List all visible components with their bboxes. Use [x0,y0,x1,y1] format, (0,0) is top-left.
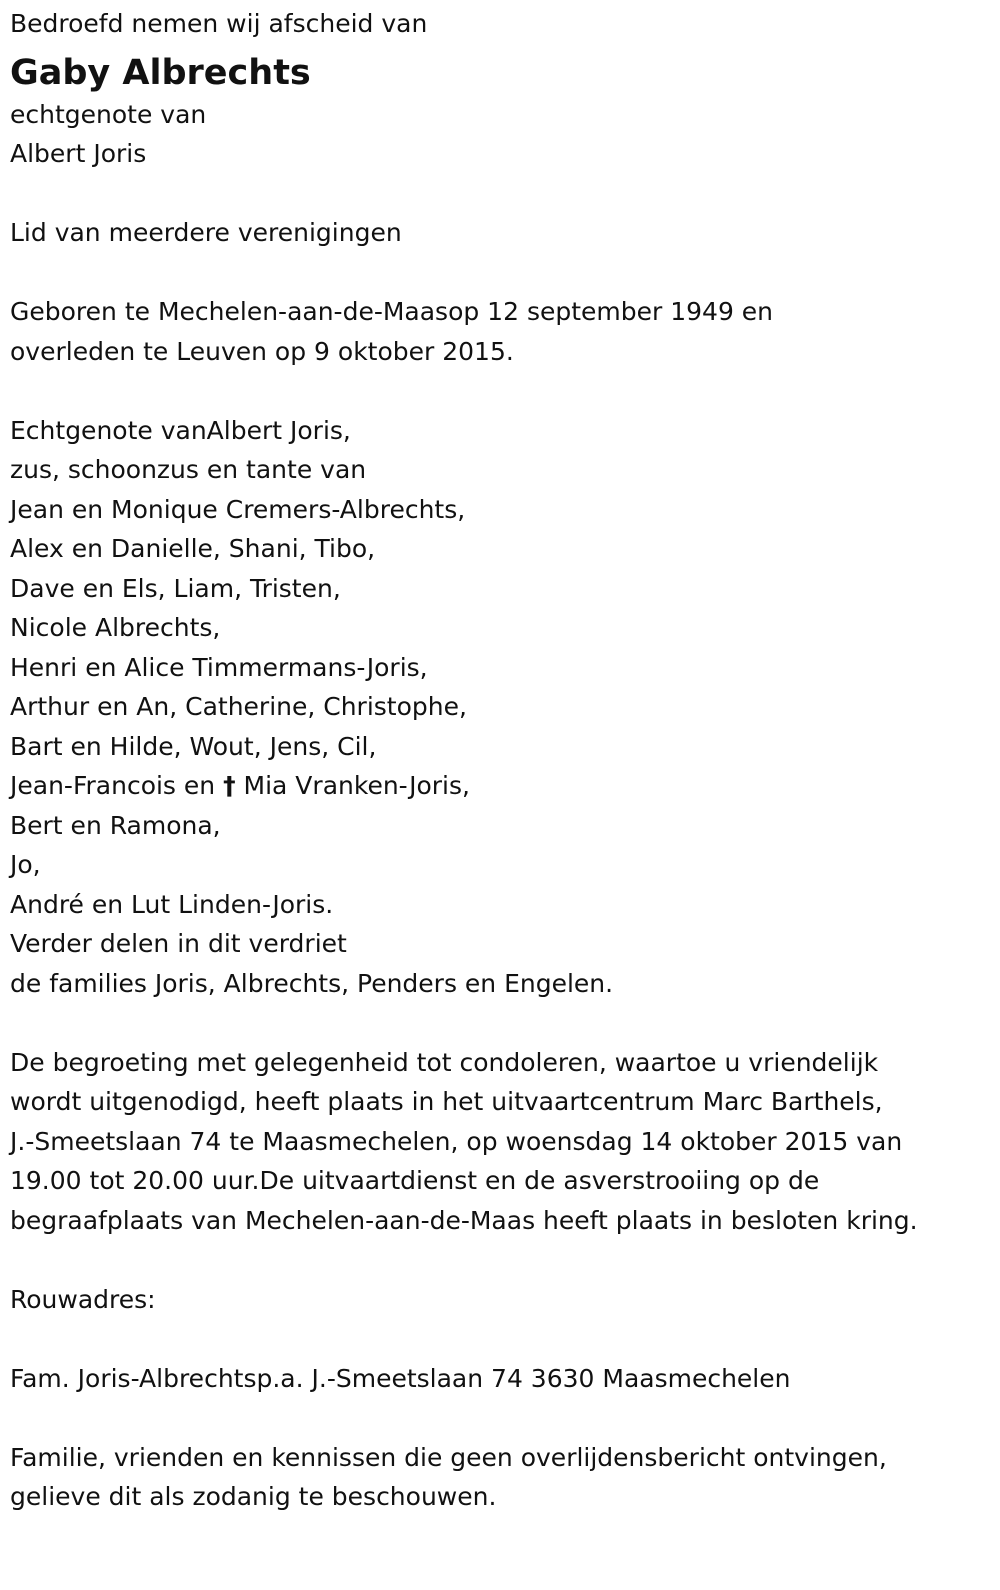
membership-text: Lid van meerdere verenigingen [10,218,402,247]
family-line-text: Mia Vranken-Joris, [235,771,470,800]
mourning-address: Fam. Joris-Albrechtsp.a. J.-Smeetslaan 74 3630 Maasmechelen [10,1363,791,1393]
family-line: Arthur en An, Catherine, Christophe, [10,692,467,721]
family-line-with-cross [10,766,980,806]
family-line: zus, schoonzus en tante van [10,455,367,484]
cross-icon: † [223,771,236,800]
closing-line: Familie, vrienden en kennissen die geen overlijdensbericht ontvingen, [10,1442,887,1472]
family-line: Henri en Alice Timmermans-Joris, [10,652,428,682]
ceremony-line: J.-Smeetslaan 74 te Maasmechelen, op woensdag 14 oktober 2015 van [10,1126,903,1156]
spacer [10,174,980,214]
family-line: Jean en Monique Cremers-Albrechts, [10,494,466,524]
family-line: Nicole Albrechts, [10,613,221,642]
birth-death-line: Geboren te Mechelen-aan-de-Maasop 12 september 1949 en [10,297,774,326]
family-line: de families Joris, Albrechts, Penders en Engelen. [10,968,614,998]
family-line: Bart en Hilde, Wout, Jens, Cil, [10,731,377,761]
ceremony-line: begraafplaats van Mechelen-aan-de-Maas heeft plaats in besloten kring. [10,1205,918,1235]
family-line: Bert en Ramona, [10,810,221,840]
ceremony-line: 19.00 tot 20.00 uur.De uitvaartdienst en de asverstrooiing op de [10,1166,820,1195]
spouse-line: echtgenote van [10,99,207,129]
family-line: Verder delen in dit verdriet [10,929,347,958]
spacer [10,1240,980,1280]
ceremony-line: De begroeting met gelegenheid tot condoleren, waartoe u vriendelijk [10,1047,879,1077]
spacer [10,253,980,293]
birth-death-line: overleden te Leuven op 9 oktober 2015. [10,336,514,366]
family-line: Jo, [10,850,41,879]
spouse-line: Albert Joris [10,139,147,168]
family-list [10,411,980,1004]
address-label: Rouwadres: [10,1284,156,1314]
deceased-name: Gaby Albrechts [10,52,311,93]
spacer [10,1398,980,1438]
family-line: Dave en Els, Liam, Tristen, [10,573,341,603]
family-line-text: Jean-Francois en [10,771,224,800]
intro-text: Bedroefd nemen wij afscheid van [10,9,428,38]
family-line: Echtgenote vanAlbert Joris, [10,415,351,445]
spacer [10,371,980,411]
family-line: André en Lut Linden-Joris. [10,889,334,919]
ceremony-line: wordt uitgenodigd, heeft plaats in het uitvaartcentrum Marc Barthels, [10,1087,883,1116]
closing-line: gelieve dit als zodanig te beschouwen. [10,1482,497,1511]
ceremony-paragraph [10,1043,980,1241]
spacer [10,1003,980,1043]
family-line: Alex en Danielle, Shani, Tibo, [10,534,376,563]
spacer [10,1319,980,1359]
